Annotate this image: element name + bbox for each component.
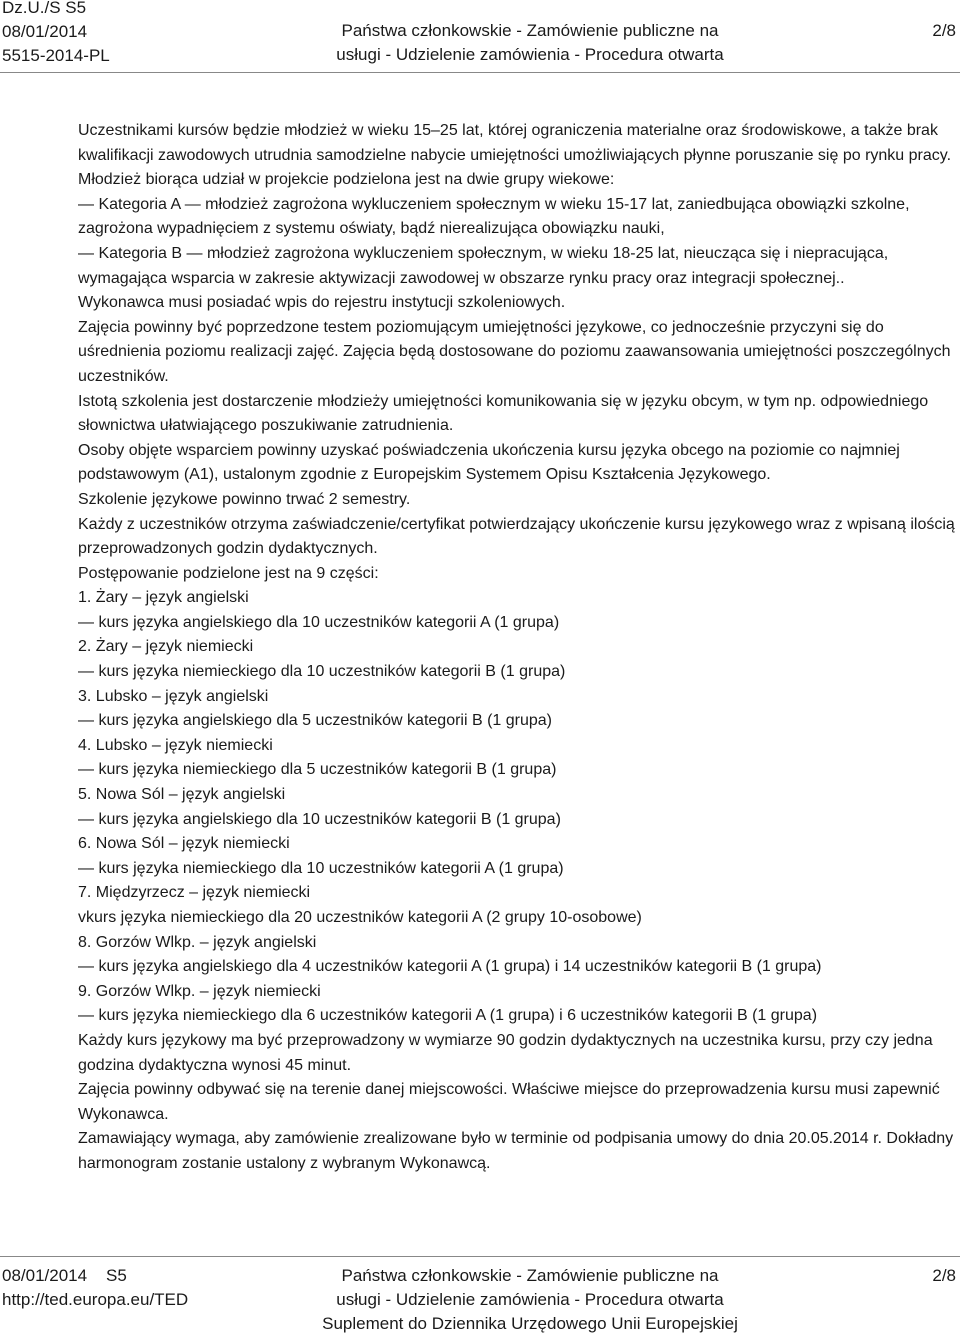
lot-title: 3. Lubsko – język angielski: [78, 687, 269, 705]
footer-title-line: Suplement do Dziennika Urzędowego Unii Europejskiej: [322, 1314, 738, 1333]
body-paragraph: — Kategoria B — młodzież zagrożona wykluczeniem społecznym, w wieku 18-25 lat, nieucząca się i niepracująca, wymagająca wsparcia w zakresie aktywizacji zawodowej w obszarze rynku pracy oraz integracji społecznej..: [78, 244, 889, 287]
document-body: [78, 119, 956, 1177]
body-paragraph: Zajęcia powinny być poprzedzone testem poziomującym umiejętności językowe, co jednocześnie przyczyni się do uśrednienia poziomu realizacji zajęć. Zajęcia będą dostosowane do poziomu zaawansowania umiejętności poszczególnych uczestników.: [78, 318, 951, 385]
body-paragraph: Istotą szkolenia jest dostarczenie młodzieży umiejętności komunikowania się w języku obcym, w tym np. odpowiedniego słownictwa ułatwiającego poszukiwanie zatrudnienia.: [78, 392, 929, 435]
lot-description: — kurs języka angielskiego dla 10 uczestników kategorii B (1 grupa): [78, 810, 561, 828]
footer-date-line: [2, 1264, 188, 1288]
lot-title: 6. Nowa Sól – język niemiecki: [78, 835, 290, 853]
header-title-line: usługi - Udzielenie zamówienia - Procedura otwarta: [336, 45, 724, 64]
lot-title: 1. Żary – język angielski: [78, 589, 249, 607]
lot-title: 9. Gorzów Wlkp. – język niemiecki: [78, 982, 321, 1000]
lot-title: 4. Lubsko – język niemiecki: [78, 736, 273, 754]
page-footer: [0, 1256, 960, 1334]
lot-title: 7. Międzyrzecz – język niemiecki: [78, 884, 311, 902]
body-paragraph: Postępowanie podzielone jest na 9 części:: [78, 564, 379, 582]
footer-title-line: Państwa członkowskie - Zamówienie publiczne na: [341, 1266, 719, 1285]
journal-reference: Dz.U./S S5: [2, 0, 87, 17]
body-paragraph: Każdy kurs językowy ma być przeprowadzony w wymiarze 90 godzin dydaktycznych na uczestnika kursu, przy czy jedna godzina dydaktyczna wynosi 45 minut.: [78, 1031, 933, 1074]
notice-number: 5515-2014-PL: [2, 46, 110, 65]
body-paragraph: Młodzież biorąca udział w projekcie podzielona jest na dwie grupy wiekowe:: [78, 171, 615, 189]
header-date: 08/01/2014: [2, 22, 88, 41]
footer-series: S5: [106, 1266, 127, 1285]
lot-description: — kurs języka angielskiego dla 10 uczestników kategorii A (1 grupa): [78, 613, 560, 631]
body-paragraph: Osoby objęte wsparciem powinny uzyskać poświadczenia ukończenia kursu języka obcego na poziomie co najmniej podstawowym (A1), ustalonym zgodnie z Europejskim Systemem Opisu Kształcenia Językowego.: [78, 441, 900, 484]
footer-divider: [0, 1256, 960, 1257]
lot-description: — kurs języka angielskiego dla 4 uczestników kategorii A (1 grupa) i 14 uczestników kategorii B (1 grupa): [78, 958, 822, 976]
lot-description: — kurs języka niemieckiego dla 6 uczestników kategorii A (1 grupa) i 6 uczestników kategorii B (1 grupa): [78, 1007, 818, 1025]
header-title: [300, 19, 760, 67]
header-page-number: 2/8: [932, 21, 956, 40]
header-divider: [0, 72, 960, 73]
lot-description: — kurs języka angielskiego dla 5 uczestników kategorii B (1 grupa): [78, 712, 553, 730]
header-title-line: Państwa członkowskie - Zamówienie publiczne na: [341, 21, 719, 40]
lot-description: — kurs języka niemieckiego dla 10 uczestników kategorii B (1 grupa): [78, 663, 566, 681]
footer-date: 08/01/2014: [2, 1266, 88, 1285]
lot-title: 8. Gorzów Wlkp. – język angielski: [78, 933, 317, 951]
footer-url[interactable]: http://ted.europa.eu/TED: [2, 1290, 189, 1309]
footer-title-line: usługi - Udzielenie zamówienia - Procedura otwarta: [336, 1290, 724, 1309]
page-header: [0, 0, 960, 72]
body-paragraph: Każdy z uczestników otrzyma zaświadczenie/certyfikat potwierdzający ukończenie kursu językowego wraz z wpisaną ilością przeprowadzonych godzin dydaktycznych.: [78, 515, 955, 558]
header-reference: [2, 0, 110, 68]
body-paragraph: Wykonawca musi posiadać wpis do rejestru instytucji szkoleniowych.: [78, 294, 566, 312]
body-paragraph: — Kategoria A — młodzież zagrożona wykluczeniem społecznym w wieku 15-17 lat, zaniedbująca obowiązki szkolne, zagrożona wypadnięciem z systemu oświaty, bądź nierealizująca obowiązku nauki,: [78, 195, 910, 238]
footer-reference: [2, 1264, 188, 1312]
lot-description: — kurs języka niemieckiego dla 5 uczestników kategorii B (1 grupa): [78, 761, 557, 779]
footer-title: [300, 1264, 760, 1336]
lot-description: — kurs języka niemieckiego dla 10 uczestników kategorii A (1 grupa): [78, 859, 564, 877]
body-paragraph: Szkolenie językowe powinno trwać 2 semestry.: [78, 490, 411, 508]
lot-description: vkurs języka niemieckiego dla 20 uczestników kategorii A (2 grupy 10-osobowe): [78, 909, 642, 926]
lot-title: 2. Żary – język niemiecki: [78, 638, 254, 656]
body-paragraph: Uczestnikami kursów będzie młodzież w wieku 15–25 lat, której ograniczenia materialne oraz środowiskowe, a także brak kwalifikacji zawodowych utrudnia samodzielne nabycie umiejętności umożliwiających płynne poruszanie się po rynku pracy.: [78, 122, 952, 164]
footer-page-number: 2/8: [932, 1266, 956, 1285]
body-paragraph: Zamawiający wymaga, aby zamówienie zrealizowane było w terminie od podpisania umowy do dnia 20.05.2014 r. Dokładny harmonogram zostanie ustalony z wybranym Wykonawcą.: [78, 1130, 954, 1172]
lot-title: 5. Nowa Sól – język angielski: [78, 786, 286, 804]
body-paragraph: Zajęcia powinny odbywać się na terenie danej miejscowości. Właściwe miejsce do przeprowadzenia kursu musi zapewnić Wykonawca.: [78, 1081, 940, 1123]
